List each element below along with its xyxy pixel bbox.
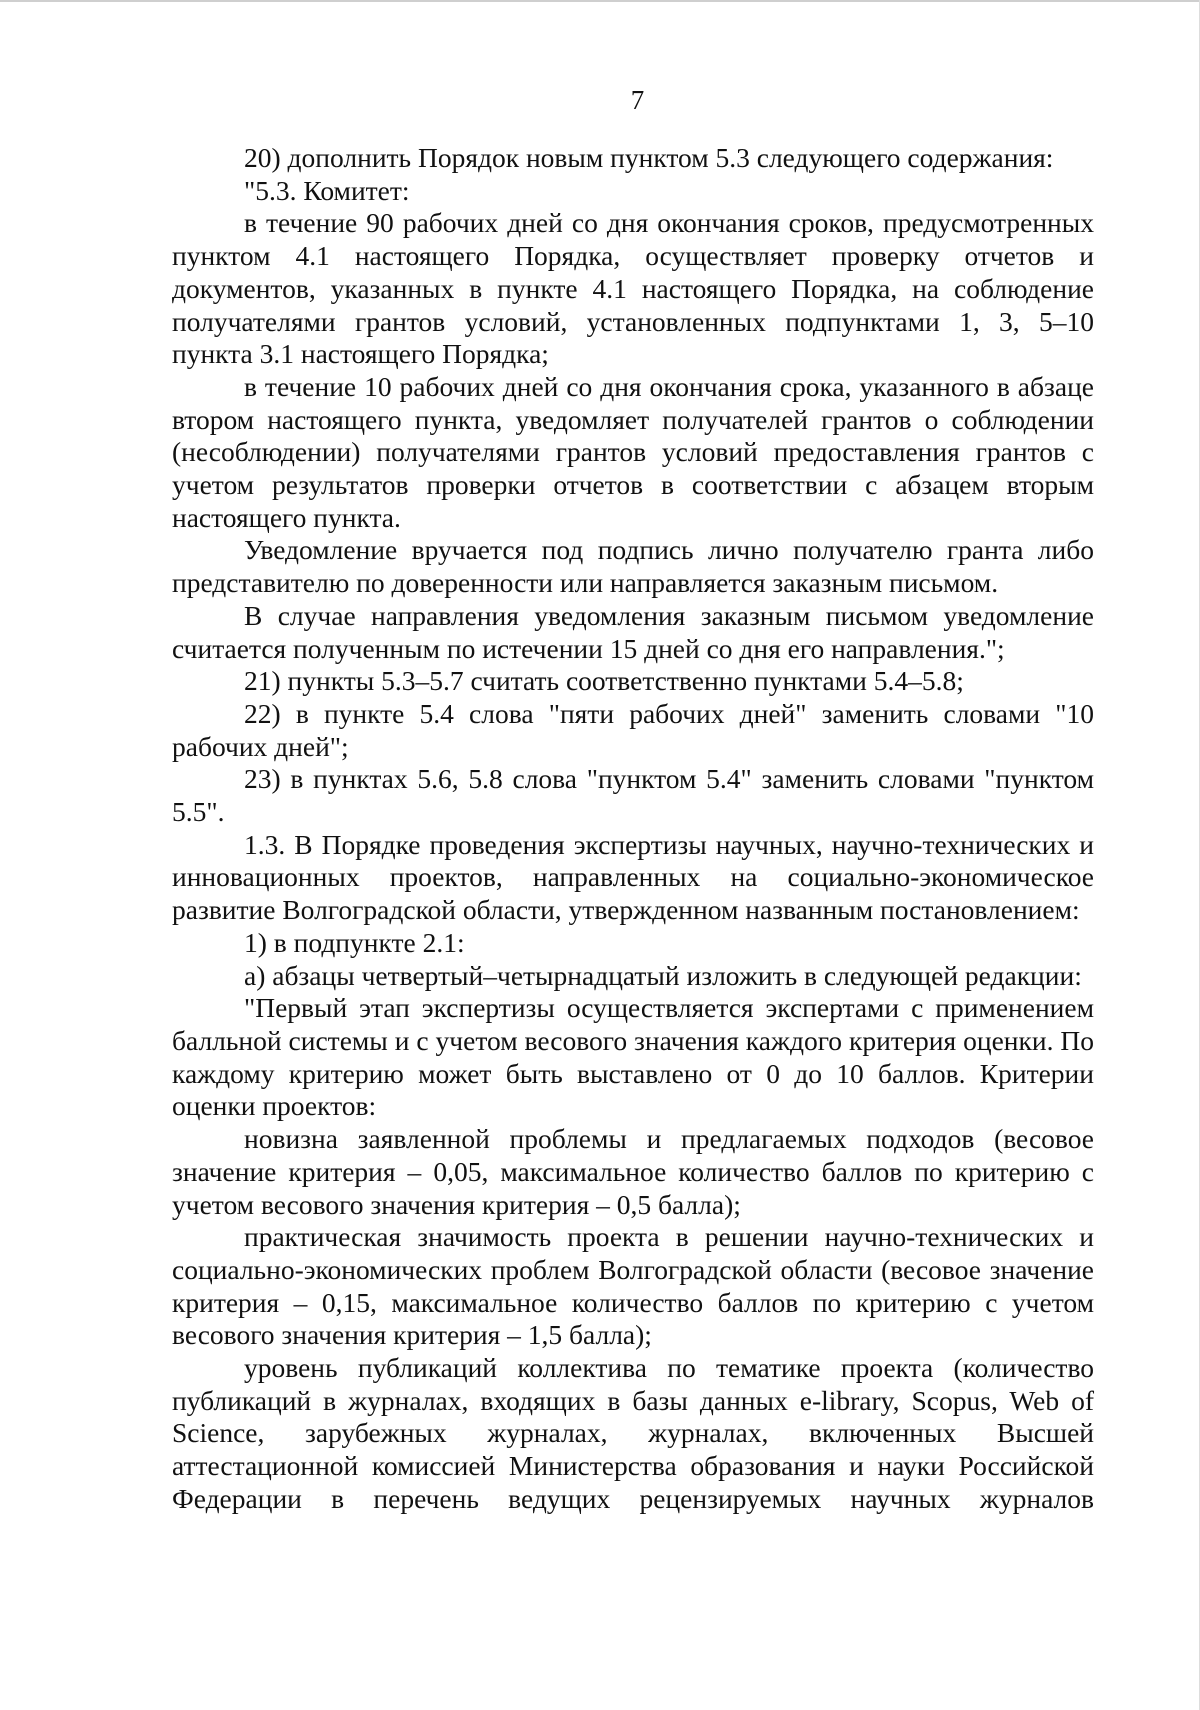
paragraph-committee-check: в течение 90 рабочих дней со дня окончания сроков, предусмотренных пунктом 4.1 настоящего Порядка, осуществляет проверку отчетов и документов, указанных в пункте 4.1 настоящего Порядка, на соблюдение получателями грантов условий, установленных подпунктами 1, 3, 5–10 пункта 3.1 настоящего Порядка; <box>172 207 1094 370</box>
paragraph-criterion-publications: уровень публикаций коллектива по тематике проекта (количество публикаций в журналах, входящих в базы данных e-library, Scopus, Web of Science, зарубежных журналах, журналах, включенных Высшей аттестационной комиссией Министерства образования и науки Российской Федерации в перечень ведущих рецензируемых научных журналов <box>172 1352 1094 1514</box>
paragraph-notice-delivery: Уведомление вручается под подпись лично получателю гранта либо представителю по доверенности или направляется заказным письмом. <box>172 534 1094 599</box>
scan-top-edge <box>0 0 1200 2</box>
paragraph-subitem-2-1: 1) в подпункте 2.1: <box>244 926 465 958</box>
paragraph-registered-mail: В случае направления уведомления заказным письмом уведомление считается полученным по истечении 15 дней со дня его направления."; <box>172 599 1094 664</box>
paragraph-item-21: 21) пункты 5.3–5.7 считать соответственно пунктами 5.4–5.8; <box>244 665 964 697</box>
paragraph-first-stage: "Первый этап экспертизы осуществляется экспертами с применением балльной системы и с учетом весового значения каждого критерия оценки. По каждому критерию может быть выставлено от 0 до 10 баллов. Критерии оценки проектов: <box>172 992 1094 1122</box>
paragraph-subitem-a: а) абзацы четвертый–четырнадцатый изложить в следующей редакции: <box>244 959 1082 991</box>
paragraph-criterion-novelty: новизна заявленной проблемы и предлагаемых подходов (весовое значение критерия – 0,05, максимальное количество баллов по критерию с учетом весового значения критерия – 0,5 балла); <box>172 1123 1094 1220</box>
paragraph-item-22: 22) в пункте 5.4 слова "пяти рабочих дней" заменить словами "10 рабочих дней"; <box>172 697 1094 762</box>
paragraph-committee-notify: в течение 10 рабочих дней со дня окончания срока, указанного в абзаце втором настоящего пункта, уведомляет получателей грантов о соблюдении (несоблюдении) получателями грантов условий предоставления грантов с учетом результатов проверки отчетов в соответствии с абзацем вторым настоящего пункта. <box>172 370 1094 533</box>
document-body <box>172 142 1094 1516</box>
paragraph-item-23: 23) в пунктах 5.6, 5.8 слова "пунктом 5.4" заменить словами "пунктом 5.5". <box>172 763 1094 828</box>
paragraph-quote-start: "5.3. Комитет: <box>244 174 410 206</box>
page-number: 7 <box>630 85 645 115</box>
paragraph-section-1-3: 1.3. В Порядке проведения экспертизы научных, научно-технических и инновационных проектов, направленных на социально-экономическое развитие Волгоградской области, утвержденном названным постановлением: <box>172 828 1094 926</box>
paragraph-item-20: 20) дополнить Порядок новым пунктом 5.3 следующего содержания: <box>244 142 1054 173</box>
paragraph-criterion-significance: практическая значимость проекта в решении научно-технических и социально-экономических проблем Волгоградской области (весовое значение критерия – 0,15, максимальное количество баллов по критерию с учетом весового значения критерия – 1,5 балла); <box>172 1221 1094 1351</box>
